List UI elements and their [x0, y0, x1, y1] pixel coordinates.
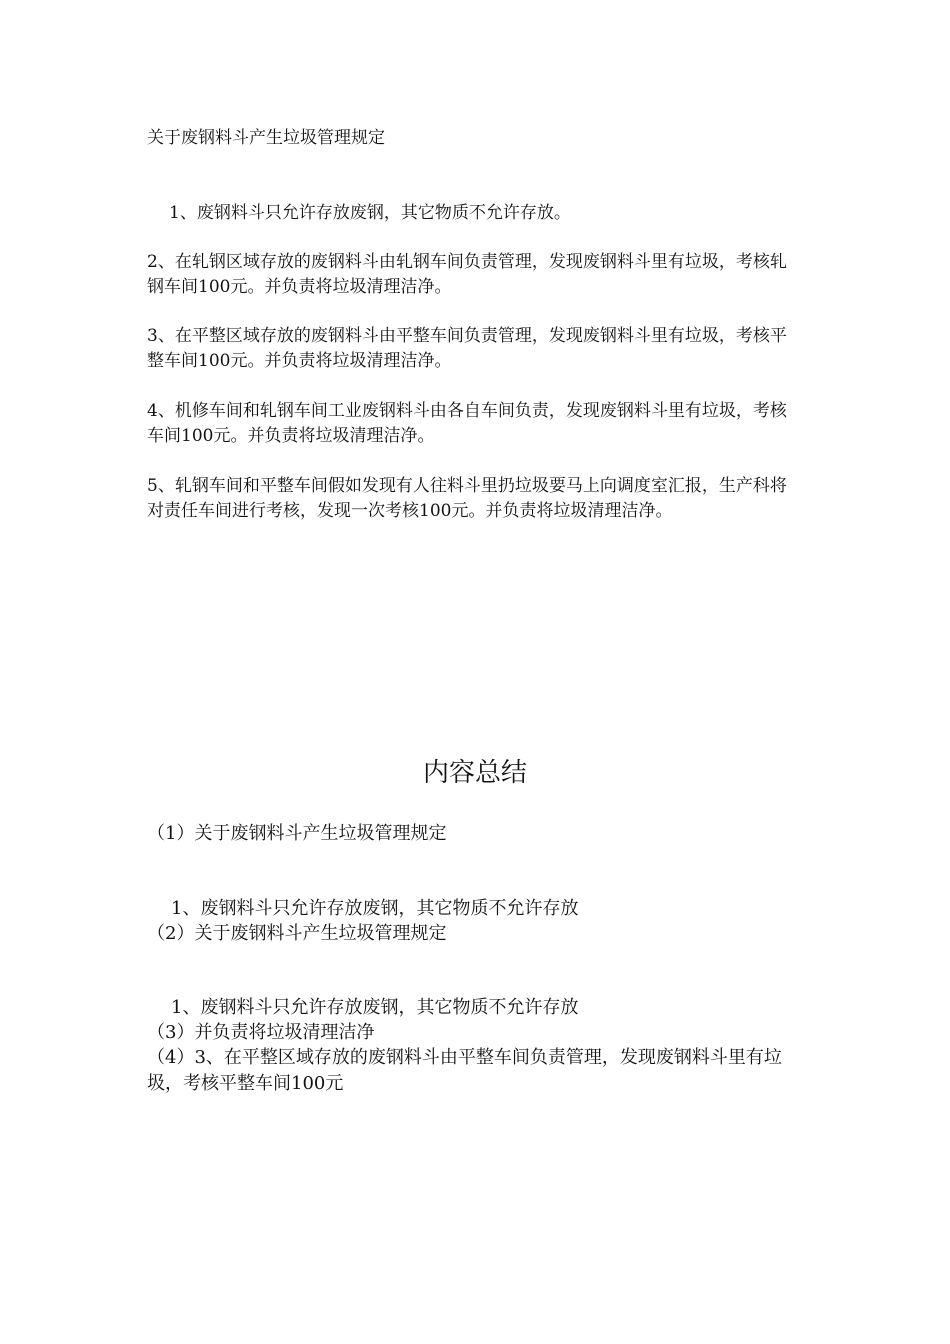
clause-1: 1、废钢料斗只允许存放废钢，其它物质不允许存放。	[169, 203, 571, 223]
clause-5: 5、轧钢车间和平整车间假如发现有人往料斗里扔垃圾要马上向调度室汇报，生产科将对责任车间进行考核，发现一次考核100元。并负责将垃圾清理洁净。	[147, 476, 787, 521]
clause-4: 4、机修车间和轧钢车间工业废钢料斗由各自车间负责，发现废钢料斗里有垃圾，考核车间100元。并负责将垃圾清理洁净。	[147, 401, 787, 446]
clause-3: 3、在平整区域存放的废钢料斗由平整车间负责管理，发现废钢料斗里有垃圾，考核平整车间100元。并负责将垃圾清理洁净。	[147, 326, 787, 371]
summary-item-1: （1）关于废钢料斗产生垃圾管理规定	[147, 823, 447, 844]
summary-heading: 内容总结	[422, 758, 527, 788]
document-title: 关于废钢料斗产生垃圾管理规定	[147, 128, 385, 148]
summary-item-1-detail: 1、废钢料斗只允许存放废钢，其它物质不允许存放	[171, 898, 579, 919]
summary-item-4: （4）3、在平整区域存放的废钢料斗由平整车间负责管理，发现废钢料斗里有垃圾，考核平整车间100元	[147, 1047, 782, 1094]
summary-item-2-detail: 1、废钢料斗只允许存放废钢，其它物质不允许存放	[171, 997, 579, 1018]
summary-item-3: （3）并负责将垃圾清理洁净	[147, 1022, 375, 1043]
summary-item-2: （2）关于废钢料斗产生垃圾管理规定	[147, 923, 447, 944]
clause-2: 2、在轧钢区域存放的废钢料斗由轧钢车间负责管理，发现废钢料斗里有垃圾，考核轧钢车间100元。并负责将垃圾清理洁净。	[147, 252, 787, 297]
